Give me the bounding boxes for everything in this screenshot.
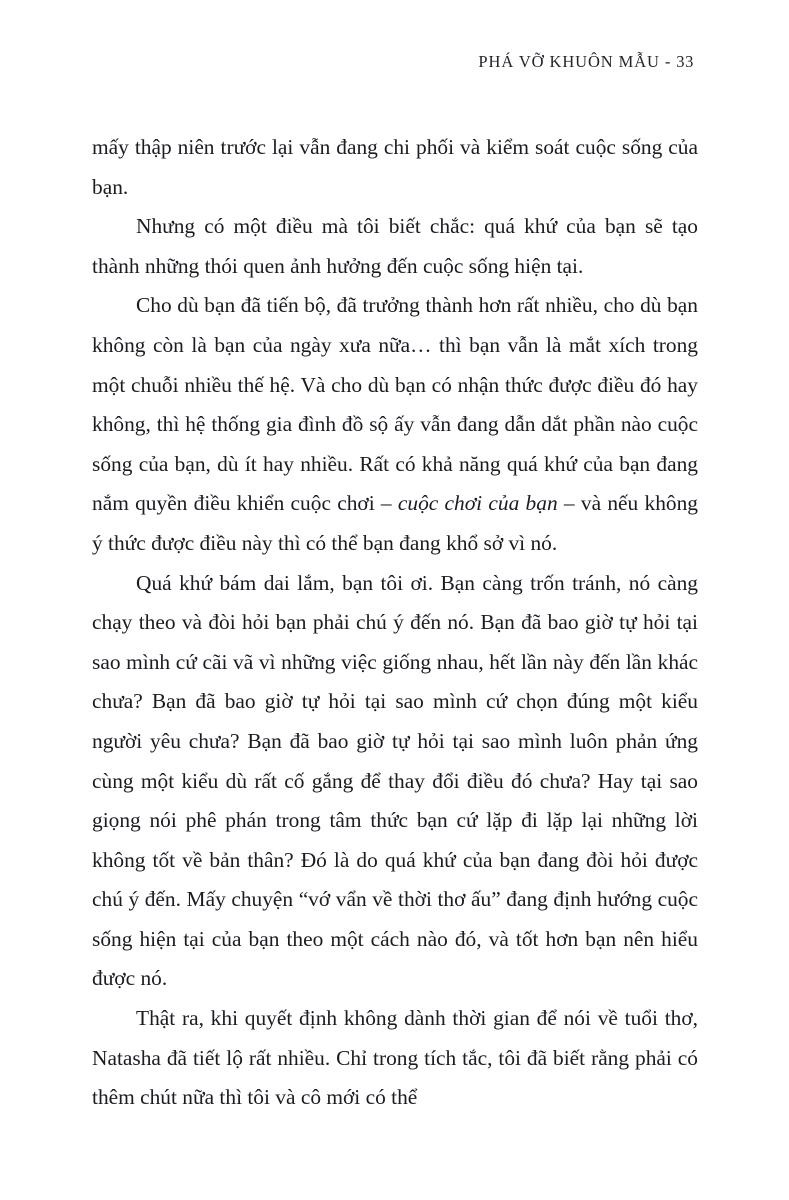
- body-text: [92, 128, 698, 1118]
- paragraph-text-tail: – và nếu không ý thức được điều này thì có thể bạn đang khổ sở vì nó.: [92, 491, 698, 555]
- paragraph-with-emphasis: [92, 286, 698, 563]
- paragraph-continuation: mấy thập niên trước lại vẫn đang chi phối và kiểm soát cuộc sống của bạn.: [92, 135, 698, 199]
- paragraph-text-lead: Cho dù bạn đã tiến bộ, đã trưởng thành hơn rất nhiều, cho dù bạn không còn là bạn của ngày xưa nữa… thì bạn vẫn là mắt xích trong một chuỗi nhiều thế hệ. Và cho dù bạn có nhận thức được điều đó hay không, thì hệ thống gia đình đồ sộ ấy vẫn đang dẫn dắt phần nào cuộc sống của bạn, dù ít hay nhiều. Rất có khả năng quá khứ của bạn đang nắm quyền điều khiển cuộc chơi –: [92, 293, 698, 516]
- paragraph: Thật ra, khi quyết định không dành thời gian để nói về tuổi thơ, Natasha đã tiết lộ rất nhiều. Chỉ trong tích tắc, tôi đã biết rằng phải có thêm chút nữa thì tôi và cô mới có thể: [92, 1006, 698, 1110]
- paragraph: Nhưng có một điều mà tôi biết chắc: quá khứ của bạn sẽ tạo thành những thói quen ảnh hưởng đến cuộc sống hiện tại.: [92, 214, 698, 278]
- running-head: [478, 52, 694, 72]
- page-number: 33: [676, 52, 694, 71]
- running-head-separator: -: [664, 52, 672, 71]
- emphasis-phrase: cuộc chơi của bạn: [397, 491, 558, 516]
- running-head-title: PHÁ VỠ KHUÔN MẪU: [478, 52, 660, 71]
- paragraph: Quá khứ bám dai lắm, bạn tôi ơi. Bạn càng trốn tránh, nó càng chạy theo và đòi hỏi bạn phải chú ý đến nó. Bạn đã bao giờ tự hỏi tại sao mình cứ cãi vã vì những việc giống nhau, hết lần này đến lần khác chưa? Bạn đã bao giờ tự hỏi tại sao mình cứ chọn đúng một kiểu người yêu chưa? Bạn đã bao giờ tự hỏi tại sao mình luôn phản ứng cùng một kiểu dù rất cố gắng để thay đổi điều đó chưa? Hay tại sao giọng nói phê phán trong tâm thức bạn cứ lặp đi lặp lại những lời không tốt về bản thân? Đó là do quá khứ của bạn đang đòi hỏi được chú ý đến. Mấy chuyện “vớ vẩn về thời thơ ấu” đang định hướng cuộc sống hiện tại của bạn theo một cách nào đó, và tốt hơn bạn nên hiểu được nó.: [92, 570, 698, 991]
